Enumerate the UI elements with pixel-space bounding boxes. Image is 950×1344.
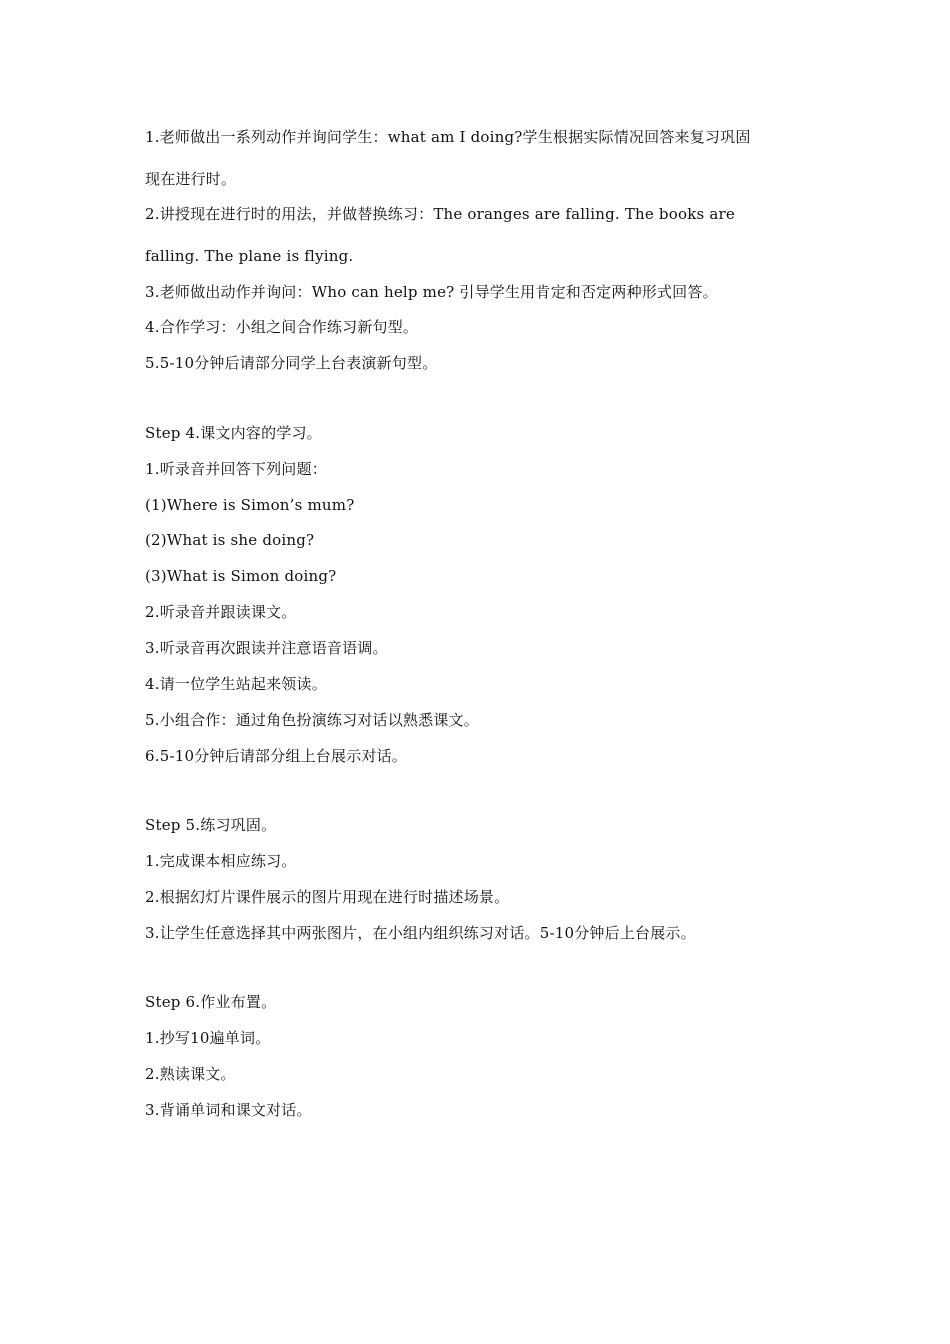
s3-item3: 3.老师做出动作并询问：Who can help me? 引导学生用肯定和否定两种形式回答。 [145,283,718,301]
s3-item2-line2: falling. The plane is flying. [145,247,354,265]
step5-item2: 2.根据幻灯片课件展示的图片用现在进行时描述场景。 [145,888,510,906]
step4-item4: 4.请一位学生站起来领读。 [145,675,327,693]
step4-question3: (3)What is Simon doing? [145,567,337,585]
step5-item3: 3.让学生任意选择其中两张图片，在小组内组织练习对话。5-10分钟后上台展示。 [145,924,696,942]
step4-item3: 3.听录音再次跟读并注意语音语调。 [145,639,388,657]
step6-item2: 2.熟读课文。 [145,1065,236,1083]
s3-item4: 4.合作学习：小组之间合作练习新句型。 [145,318,419,336]
s3-item5: 5.5-10分钟后请部分同学上台表演新句型。 [145,354,438,372]
step4-item2: 2.听录音并跟读课文。 [145,603,297,621]
step4-item1: 1.听录音并回答下列问题： [145,460,327,478]
step5-item1: 1.完成课本相应练习。 [145,852,297,870]
step4-heading: Step 4.课文内容的学习。 [145,424,322,442]
step4-question2: (2)What is she doing? [145,531,315,549]
s3-item2-line1: 2.讲授现在进行时的用法，并做替换练习：The oranges are falling. The books are [145,205,735,223]
step4-question1: (1)Where is Simon’s mum? [145,496,355,514]
step6-heading: Step 6.作业布置。 [145,993,277,1011]
step6-item1: 1.抄写10遍单词。 [145,1029,271,1047]
s3-item1-line1: 1.老师做出一系列动作并询问学生：what am I doing?学生根据实际情况回答来复习巩固 [145,128,751,146]
s3-item1-line2: 现在进行时。 [145,170,237,188]
step4-item6: 6.5-10分钟后请部分组上台展示对话。 [145,747,408,765]
step4-item5: 5.小组合作：通过角色扮演练习对话以熟悉课文。 [145,711,479,729]
step5-heading: Step 5.练习巩固。 [145,816,277,834]
step6-item3: 3.背诵单词和课文对话。 [145,1101,312,1119]
